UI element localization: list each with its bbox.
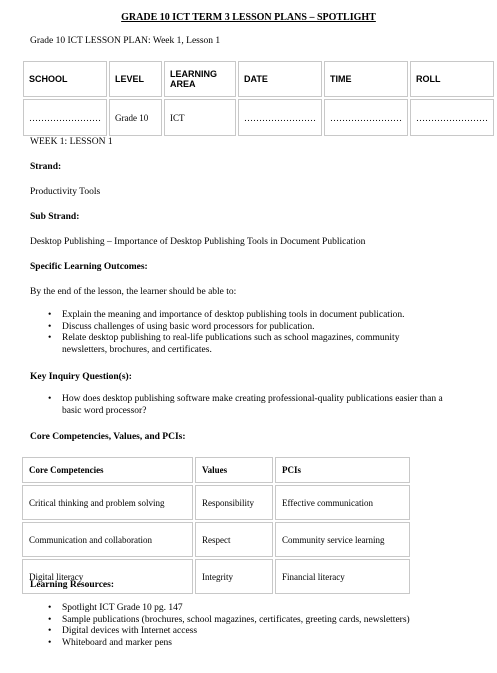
value-row (23, 99, 494, 136)
slo-intro: By the end of the lesson, the learner should be able to: (30, 287, 237, 297)
col-school: SCHOOL (23, 61, 107, 97)
kiq-heading: Key Inquiry Question(s): (30, 372, 132, 382)
table-header-row (22, 457, 410, 483)
col-level: LEVEL (109, 61, 162, 97)
sub-strand-text: Desktop Publishing – Importance of Desktop Publishing Tools in Document Publication (30, 237, 366, 247)
list-item: • How does desktop publishing software make creating professional-quality publications easier than a basic word processor? (48, 394, 448, 417)
list-item: • Spotlight ICT Grade 10 pg. 147 (48, 603, 468, 615)
value-roll: …………………… (410, 99, 494, 136)
table-cell: Community service learning (275, 522, 410, 557)
resources-heading: Learning Resources: (30, 580, 114, 590)
value-school: …………………… (23, 99, 107, 136)
list-item: • Explain the meaning and importance of desktop publishing tools in document publication. (48, 310, 443, 322)
table-cell: Effective communication (275, 485, 410, 520)
list-item: • Discuss challenges of using basic word processors for publication. (48, 322, 443, 334)
col-roll: ROLL (410, 61, 494, 97)
th-pcis: PCIs (275, 457, 410, 483)
table-cell: Critical thinking and problem solving (22, 485, 193, 520)
strand-heading: Strand: (30, 162, 62, 172)
table-row (22, 485, 410, 520)
lesson-plan-line: Grade 10 ICT LESSON PLAN: Week 1, Lesson 1 (30, 36, 221, 46)
resources-list (48, 603, 468, 649)
table-row (22, 522, 410, 557)
list-item: • Sample publications (brochures, school magazines, certificates, greeting cards, newsletters) (48, 615, 468, 627)
competencies-table (20, 455, 412, 596)
kiq-list (48, 394, 448, 417)
sub-strand-heading: Sub Strand: (30, 212, 80, 222)
value-time: …………………… (324, 99, 408, 136)
col-learning-area: LEARNING AREA (164, 61, 236, 97)
table-cell: Digital literacy (22, 559, 193, 594)
th-core-competencies: Core Competencies (22, 457, 193, 483)
competencies-heading: Core Competencies, Values, and PCIs: (30, 432, 186, 442)
value-learning-area: ICT (164, 99, 236, 136)
table-cell: Responsibility (195, 485, 273, 520)
list-item: • Whiteboard and marker pens (48, 638, 468, 650)
slo-heading: Specific Learning Outcomes: (30, 262, 148, 272)
th-values: Values (195, 457, 273, 483)
document-title: GRADE 10 ICT TERM 3 LESSON PLANS – SPOTLIGHT (121, 12, 376, 23)
table-cell: Integrity (195, 559, 273, 594)
strand-text: Productivity Tools (30, 187, 101, 197)
lesson-header-table (21, 59, 496, 138)
week-line: WEEK 1: LESSON 1 (30, 137, 113, 147)
col-date: DATE (238, 61, 322, 97)
table-cell: Financial literacy (275, 559, 410, 594)
col-time: TIME (324, 61, 408, 97)
table-cell: Respect (195, 522, 273, 557)
list-item: • Digital devices with Internet access (48, 626, 468, 638)
value-level: Grade 10 (109, 99, 162, 136)
slo-list (48, 310, 443, 356)
value-date: …………………… (238, 99, 322, 136)
list-item: • Relate desktop publishing to real-life publications such as school magazines, community newsletters, brochures, and certificates. (48, 333, 443, 356)
header-row (23, 61, 494, 97)
table-cell: Communication and collaboration (22, 522, 193, 557)
